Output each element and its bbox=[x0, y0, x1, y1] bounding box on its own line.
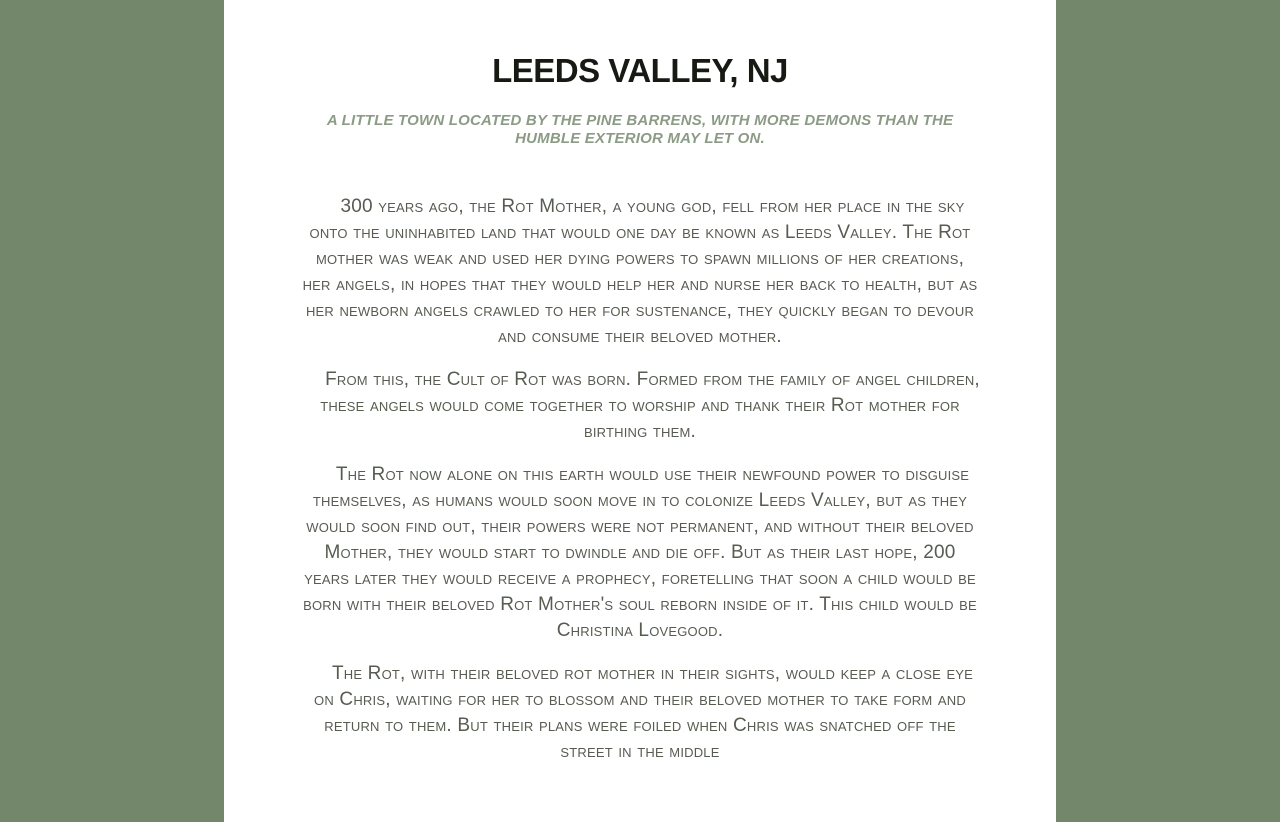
story-paragraph-4: The Rot, with their beloved rot mother in their sights, would keep a close eye on Chris, waiting for her to blossom and their beloved mother to take form and return to them. But their plans were foiled when Chris was snatched off the street in the middle bbox=[314, 663, 974, 763]
story-paragraph-3: The Rot now alone on this earth would use their newfound power to disguise themselves, as humans would soon move in to colonize Leeds Valley, but as they would soon find out, their powers were not permanent, and without their beloved Mother, they would start to dwindle and die off. But as their last hope, 200 years later they would receive a prophecy, foretelling that soon a child would be born with their beloved Rot Mother's soul reborn inside of it. This child would be Christina Lovegood. bbox=[303, 464, 977, 642]
story-paragraph-1: 300 years ago, the Rot Mother, a young god, fell from her place in the sky onto the uninhabited land that would one day be known as Leeds Valley. The Rot mother was weak and used her dying powers to spawn millions of her creations, her angels, in hopes that they would help her and nurse her back to health, but as her newborn angels crawled to her for sustenance, they quickly began to devour and consume their beloved mother. bbox=[302, 196, 978, 348]
content-page bbox=[224, 0, 1056, 822]
story-paragraph-2: From this, the Cult of Rot was born. Formed from the family of angel children, these angels would come together to worship and thank their Rot mother for birthing them. bbox=[320, 369, 980, 443]
story-body bbox=[300, 194, 980, 765]
page-title: LEEDS VALLEY, NJ bbox=[492, 52, 788, 89]
page-subtitle: A LITTLE TOWN LOCATED BY THE PINE BARRENS, WITH MORE DEMONS THAN THE HUMBLE EXTERIOR MAY LET ON. bbox=[326, 112, 954, 148]
